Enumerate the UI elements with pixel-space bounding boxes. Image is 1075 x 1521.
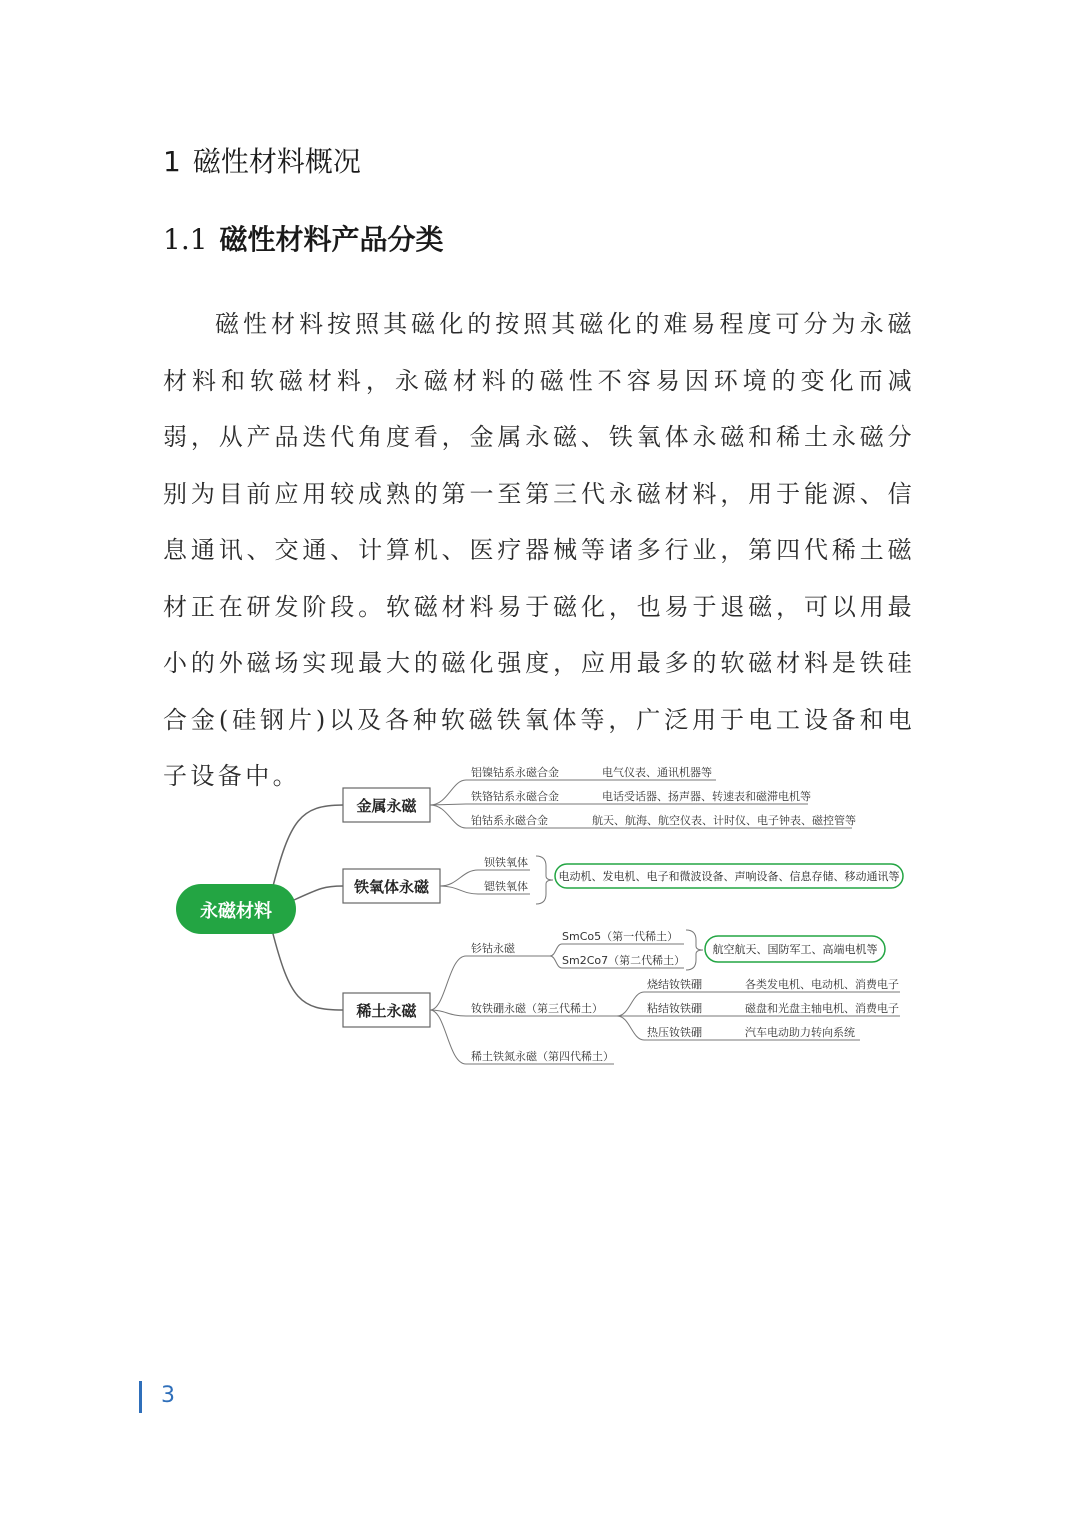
ndfeb-item-name: 热压钕铁硼: [647, 1026, 702, 1039]
smco-label: 钐钴永磁: [471, 942, 515, 955]
root-label: 永磁材料: [200, 901, 272, 922]
page-number: 3: [161, 1383, 175, 1408]
ferrite-use: 电动机、发电机、电子和微波设备、声响设备、信息存储、移动通讯等: [558, 870, 900, 883]
footer-accent-bar: [139, 1381, 142, 1413]
smco-item: SmCo5（第一代稀土）: [562, 930, 679, 943]
ndfeb-item-name: 粘结钕铁硼: [647, 1002, 702, 1015]
branch-rare-earth: [343, 929, 900, 1064]
branch-metal-label: 金属永磁: [356, 797, 417, 815]
body-paragraph: 磁性材料按照其磁化的按照其磁化的难易程度可分为永磁材料和软磁材料，永磁材料的磁性不容易因环境的变化而减弱，从产品迭代角度看，金属永磁、铁氧体永磁和稀土永磁分别为目前应用较成熟的第一至第三代永磁材料，用于能源、信息通讯、交通、计算机、医疗器械等诸多行业，第四代稀土磁材正在研发阶段。软磁材料易于磁化，也易于退磁，可以用最小的外磁场实现最大的磁化强度，应用最多的软磁材料是铁硅合金(硅钢片)以及各种软磁铁氧体等，广泛用于电工设备和电子设备中。: [163, 310, 915, 790]
smfen-label: 稀土铁氮永磁（第四代稀土）: [471, 1050, 614, 1063]
section-number: 1: [163, 145, 181, 178]
metal-item-name: 铝镍钴系永磁合金: [471, 766, 559, 779]
metal-item-name: 铁铬钴系永磁合金: [471, 790, 559, 803]
root-node: [176, 884, 296, 934]
ferrite-item: 锶铁氧体: [484, 880, 528, 893]
ndfeb-item-use: 各类发电机、电动机、消费电子: [745, 978, 899, 991]
ndfeb-item-name: 烧结钕铁硼: [647, 978, 702, 991]
metal-item-name: 铂钴系永磁合金: [471, 814, 548, 827]
subsection-title: 磁性材料产品分类: [219, 223, 444, 256]
ndfeb-label: 钕铁硼永磁（第三代稀土）: [471, 1002, 603, 1015]
metal-item-use: 电话受话器、扬声器、转速表和磁滞电机等: [602, 790, 811, 803]
smco-item: Sm2Co7（第二代稀土）: [562, 954, 686, 967]
section-title: 磁性材料概况: [192, 145, 361, 178]
ferrite-item: 钡铁氧体: [484, 856, 528, 869]
branch-metal: [343, 765, 856, 828]
metal-item-use: 航天、航海、航空仪表、计时仪、电子钟表、磁控管等: [592, 814, 856, 827]
branch-rare-earth-label: 稀土永磁: [356, 1002, 417, 1020]
smco-use: 航空航天、国防军工、高端电机等: [712, 943, 878, 956]
ndfeb-item-use: 汽车电动助力转向系统: [745, 1026, 855, 1039]
metal-item-use: 电气仪表、通讯机器等: [602, 766, 712, 779]
branch-ferrite: [343, 855, 903, 904]
subsection-number: 1.1: [163, 223, 208, 256]
branch-ferrite-label: 铁氧体永磁: [353, 878, 430, 896]
ndfeb-item-use: 磁盘和光盘主轴电机、消费电子: [745, 1002, 899, 1015]
